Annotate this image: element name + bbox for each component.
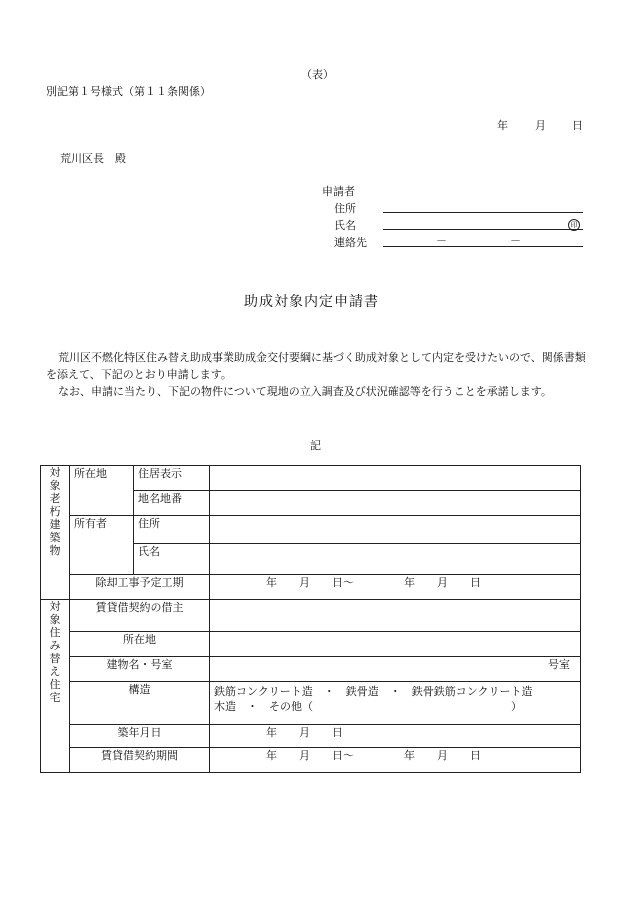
section-old-building: 対象老朽建築物: [41, 466, 70, 600]
date-month-label: 月: [535, 119, 546, 132]
period-year-2: 年: [404, 576, 415, 589]
page-title: 助成対象内定申請書: [244, 294, 379, 310]
built-date-label: 築年月日: [70, 725, 210, 748]
table-row: [41, 725, 581, 748]
location2-label: 所在地: [70, 632, 210, 657]
period-month: 月: [299, 576, 310, 589]
applicant-contact-label: 連絡先: [334, 236, 367, 249]
lease-year: 年: [266, 749, 277, 762]
contact-separator-1: －: [436, 234, 447, 247]
applicant-contact-line[interactable]: [383, 246, 583, 247]
owner-address-field[interactable]: [210, 516, 581, 544]
table-row: [41, 632, 581, 657]
lease-period-field[interactable]: [210, 748, 581, 773]
lessor-label: 賃貸借契約の借主: [70, 600, 210, 632]
lease-period-label: 賃貸借契約期間: [70, 748, 210, 773]
applicant-address-line[interactable]: [383, 212, 583, 213]
lessor-field[interactable]: [210, 600, 581, 632]
table-row: [41, 516, 581, 544]
seal-mark: [568, 217, 580, 231]
structure-options[interactable]: [210, 682, 581, 725]
owner-address-label: 住所: [134, 516, 210, 544]
contact-separator-2: －: [510, 234, 521, 247]
owner-name-field[interactable]: [210, 544, 581, 575]
lease-year-2: 年: [404, 749, 415, 762]
structure-options-line-1: 鉄筋コンクリート造 ・ 鉄骨造 ・ 鉄骨鉄筋コンクリート造: [214, 685, 533, 698]
table-row: [41, 682, 581, 725]
demolition-period-field[interactable]: [210, 575, 581, 600]
period-year: 年: [266, 576, 277, 589]
period-day-tilde: 日～: [332, 576, 354, 589]
table-row: [41, 657, 581, 682]
built-date-field[interactable]: [210, 725, 581, 748]
ki-label: 記: [310, 439, 321, 452]
residence-display-label: 住居表示: [134, 466, 210, 491]
section-relocation-housing: 対象住み替え住宅: [41, 600, 70, 773]
lease-month-2: 月: [437, 749, 448, 762]
side-label: （表）: [301, 68, 334, 81]
location2-field[interactable]: [210, 632, 581, 657]
demolition-period-label: 除却工事予定工期: [70, 575, 210, 600]
lease-month: 月: [299, 749, 310, 762]
period-day-2: 日: [470, 576, 481, 589]
lot-number-field[interactable]: [210, 491, 581, 516]
addressee: 荒川区長 殿: [60, 152, 126, 165]
period-month-2: 月: [437, 576, 448, 589]
owner-name-label: 氏名: [134, 544, 210, 575]
applicant-address-label: 住所: [334, 202, 356, 215]
lease-day-2: 日: [470, 749, 481, 762]
owner-header: 所有者: [70, 516, 134, 575]
date-year-label: 年: [497, 119, 508, 132]
structure-options-line-2: 木造 ・ その他（ ）: [214, 700, 522, 713]
built-year: 年: [266, 726, 277, 739]
applicant-name-label: 氏名: [334, 219, 356, 232]
form-number: 別記第１号様式（第１１条関係）: [46, 85, 211, 98]
lease-day-tilde: 日～: [332, 749, 354, 762]
table-row: [41, 466, 581, 491]
residence-display-field[interactable]: [210, 466, 581, 491]
room-suffix: 号室: [548, 658, 570, 671]
built-month: 月: [299, 726, 310, 739]
application-table: [40, 465, 581, 773]
built-day: 日: [332, 726, 343, 739]
body-paragraph-2: なお、申請に当たり、下記の物件について現地の立入調査及び状況確認等を行うことを承諾します。: [58, 385, 552, 398]
location-header: 所在地: [70, 466, 134, 516]
applicant-label: 申請者: [322, 185, 355, 198]
structure-label: 構造: [70, 682, 210, 725]
building-room-field[interactable]: [210, 657, 581, 682]
table-row: [41, 748, 581, 773]
date-day-label: 日: [572, 119, 583, 132]
table-row: [41, 575, 581, 600]
building-room-label: 建物名・号室: [70, 657, 210, 682]
body-paragraph-1: 荒川区不燃化特区住み替え助成事業助成金交付要綱に基づく助成対象として内定を受けたいので、関係書類を添えて、下記のとおり申請します。: [46, 351, 586, 381]
applicant-name-line[interactable]: [383, 229, 583, 230]
table-row: [41, 600, 581, 632]
lot-number-label: 地名地番: [134, 491, 210, 516]
seal-icon: 印: [568, 219, 580, 231]
